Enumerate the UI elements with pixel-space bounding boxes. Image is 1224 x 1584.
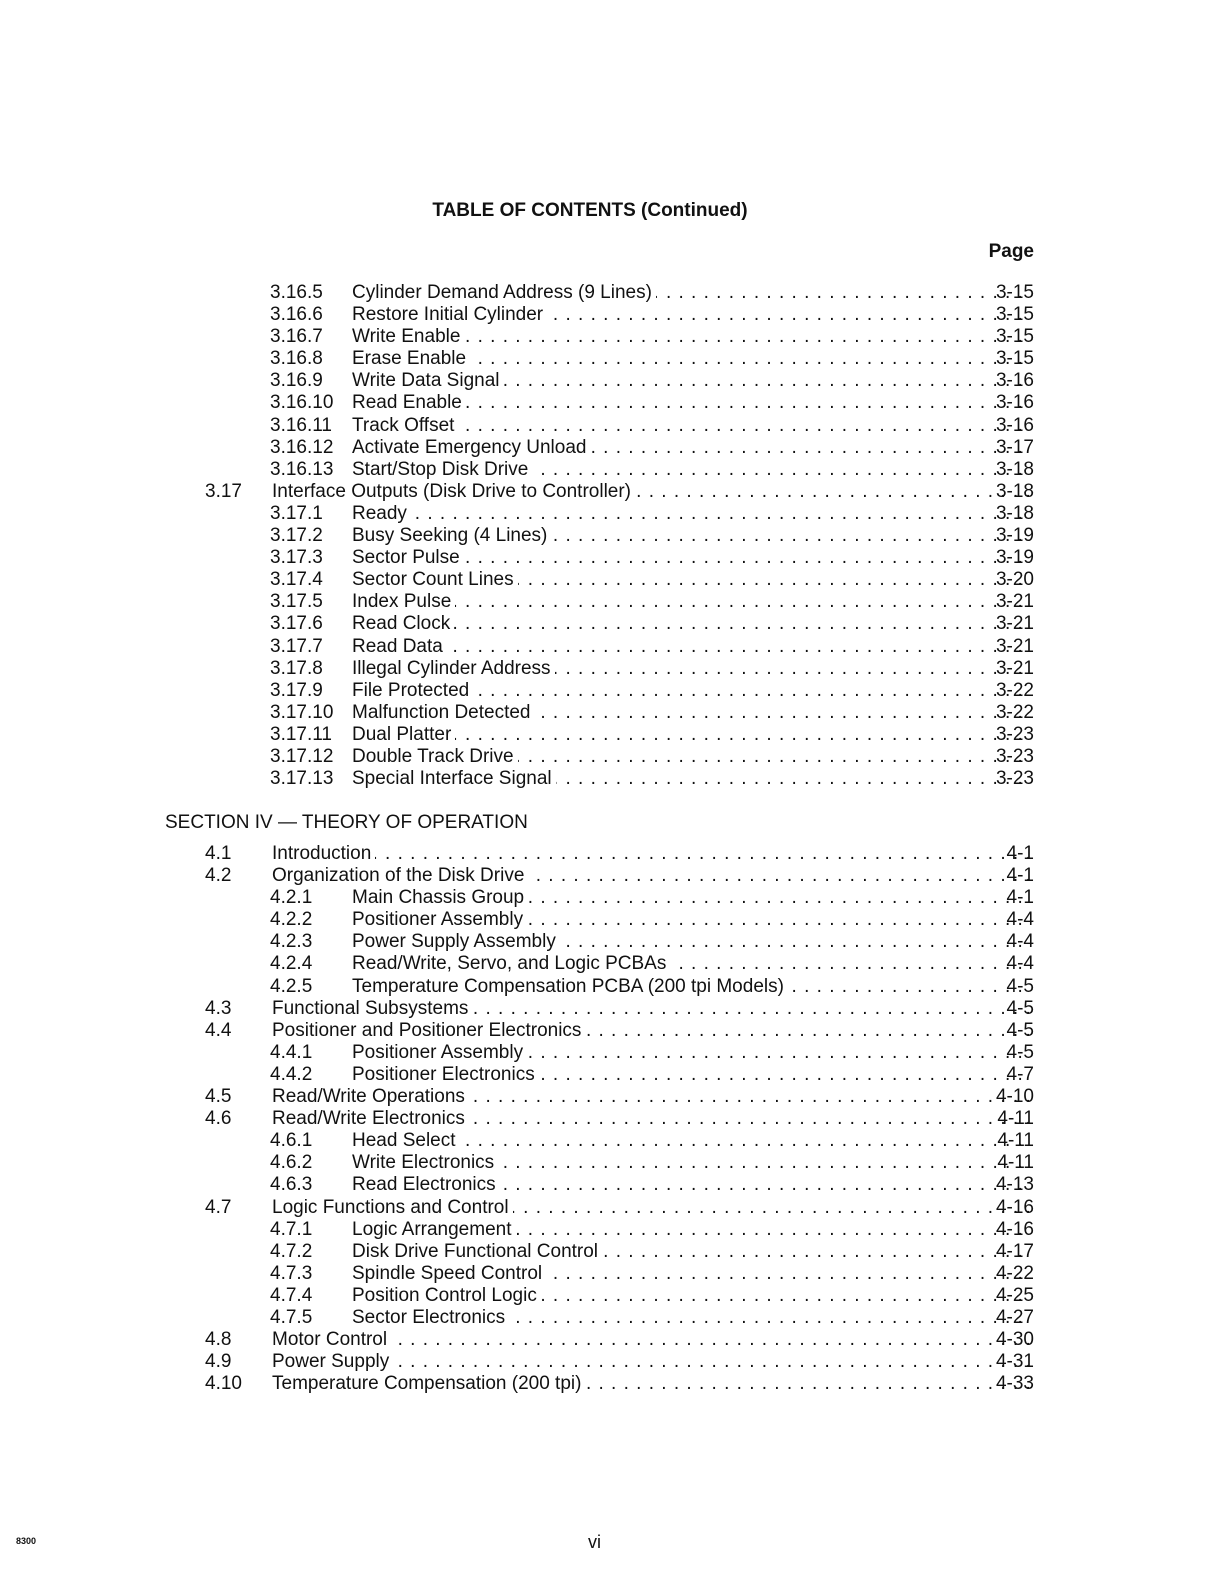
toc-entry [0,887,1224,909]
entry-title [272,1108,1029,1130]
entry-page: 3-18 [995,502,1034,524]
entry-title [352,1307,1029,1329]
entry-number: 4.7.3 [270,1262,313,1284]
entry-number: 4.3 [205,997,232,1019]
section-heading: SECTION IV — THEORY OF OPERATION [165,812,528,833]
toc-entry [0,1086,1224,1108]
entry-title [352,613,1029,635]
entry-title-text: Illegal Cylinder Address [352,658,555,679]
toc-entry [0,1241,1224,1263]
entry-title [352,636,1029,658]
entry-title [352,547,1029,569]
entry-title-text: Sector Pulse [352,547,464,568]
entry-title-text: Position Control Logic [352,1285,541,1306]
entry-title [272,1020,1029,1042]
entry-title-text: Power Supply Assembly [352,931,560,952]
entry-title [352,1241,1029,1263]
toc-entry [0,569,1224,591]
entry-title [352,746,1029,768]
entry-title [272,1086,1029,1108]
toc-entry [0,1285,1224,1307]
entry-page: 3-15 [995,326,1034,348]
toc-entry [0,1108,1224,1130]
toc-entry [0,415,1224,437]
entry-page: 3-21 [995,635,1034,657]
toc-entry [0,547,1224,569]
entry-title-text: Write Data Signal [352,370,504,391]
entry-page: 4-5 [1006,997,1034,1019]
entry-title [352,503,1029,525]
entry-title [272,1373,1029,1395]
entry-title-text: Organization of the Disk Drive [272,865,528,886]
entry-page: 3-18 [995,458,1034,480]
entry-title [352,1064,1029,1086]
entry-title [272,1329,1029,1351]
entry-number: 4.5 [205,1086,232,1108]
entry-page: 4-25 [995,1284,1034,1306]
toc-entry [0,702,1224,724]
entry-number: 4.10 [205,1373,242,1395]
entry-title [352,680,1029,702]
entry-title-text: Special Interface Signal [352,768,556,789]
toc-entry [0,843,1224,865]
toc-entry [0,998,1224,1020]
entry-title [352,525,1029,547]
entry-page: 3-19 [995,525,1034,547]
entry-title [272,865,1029,887]
entry-title-text: Temperature Compensation PCBA (200 tpi Models) [352,976,788,997]
entry-number: 4.6.3 [270,1174,313,1196]
entry-title [352,658,1029,680]
entry-title [352,1263,1029,1285]
entry-number: 4.6.1 [270,1130,313,1152]
entry-page: 4-4 [1006,953,1034,975]
entry-number: 3.17.6 [270,613,323,635]
toc-entry [0,459,1224,481]
model-number: 8300 [16,1536,37,1546]
entry-page: 4-30 [995,1329,1034,1351]
entry-number: 4.7.5 [270,1306,313,1328]
entry-number: 3.17.12 [270,745,334,767]
entry-title-text: Cylinder Demand Address (9 Lines) [352,282,656,303]
entry-title-text: Positioner and Positioner Electronics [272,1020,585,1041]
entry-page: 3-21 [995,591,1034,613]
entry-title-text: Spindle Speed Control [352,1263,546,1284]
entry-page: 3-18 [995,480,1034,502]
entry-number: 4.1 [205,843,232,864]
entry-title [272,1351,1029,1373]
entry-title-text: Head Select [352,1130,460,1151]
entry-title-text: Double Track Drive [352,746,518,767]
entry-page: 3-16 [995,370,1034,392]
entry-page: 4-13 [995,1174,1034,1196]
entry-page: 3-23 [995,745,1034,767]
entry-title-text: Temperature Compensation (200 tpi) [272,1373,585,1394]
entry-page: 3-22 [995,679,1034,701]
toc-entry [0,1263,1224,1285]
entry-title-text: Start/Stop Disk Drive [352,459,532,480]
entry-title [352,326,1029,348]
toc-entry [0,525,1224,547]
entry-title-text: Main Chassis Group [352,887,528,908]
entry-page: 3-16 [995,392,1034,414]
entry-number: 4.6.2 [270,1152,313,1174]
toc-entry [0,746,1224,768]
entry-page: 3-23 [995,723,1034,745]
entry-number: 3.16.10 [270,392,334,414]
entry-number: 3.17.1 [270,502,323,524]
entry-title-text: File Protected [352,680,473,701]
entry-number: 3.16.6 [270,304,323,326]
entry-title-text: Malfunction Detected [352,702,535,723]
toc-entry [0,348,1224,370]
entry-number: 4.8 [205,1329,232,1351]
entry-number: 4.6 [205,1108,232,1130]
toc-entry [0,1373,1224,1395]
page-title: TABLE OF CONTENTS (Continued) [432,200,748,221]
entry-number: 3.17.3 [270,547,323,569]
entry-title [352,976,1029,998]
entry-title-text: Read Electronics [352,1174,500,1195]
entry-title [352,1174,1029,1196]
entry-number: 3.16.13 [270,458,334,480]
entry-title [272,1197,1029,1219]
toc-entry [0,1020,1224,1042]
toc-entry [0,1219,1224,1241]
toc-entry [0,680,1224,702]
entry-title-text: Positioner Assembly [352,1042,527,1063]
toc-entry [0,282,1224,304]
entry-title-text: Activate Emergency Unload [352,437,590,458]
entry-page: 3-22 [995,701,1034,723]
toc-entry [0,437,1224,459]
entry-number: 3.17.9 [270,679,323,701]
entry-title-text: Functional Subsystems [272,998,472,1019]
toc-entry [0,591,1224,613]
toc-entry [0,370,1224,392]
toc-entry [0,658,1224,680]
entry-page: 4-5 [1006,1019,1034,1041]
entry-title-text: Index Pulse [352,591,455,612]
entry-title [352,437,1029,459]
entry-page: 4-1 [1006,887,1034,909]
entry-page: 3-23 [995,768,1034,790]
entry-title-text: Motor Control [272,1329,391,1350]
entry-page: 3-20 [995,569,1034,591]
entry-number: 4.7.1 [270,1218,313,1240]
toc-entry [0,1152,1224,1174]
entry-page: 4-4 [1006,909,1034,931]
toc-list-section-3 [0,282,1224,790]
entry-title-text: Sector Electronics [352,1307,509,1328]
entry-page: 4-16 [995,1218,1034,1240]
entry-title [352,702,1029,724]
entry-title-text: Introduction [272,843,375,864]
toc-entry [0,953,1224,975]
entry-number: 4.4 [205,1019,232,1041]
entry-title [272,481,1029,503]
entry-title [352,1219,1029,1241]
entry-title-text: Read Clock [352,613,454,634]
toc-entry [0,1329,1224,1351]
entry-number: 4.2.3 [270,931,313,953]
toc-entry [0,1042,1224,1064]
entry-title [352,392,1029,414]
toc-entry [0,1307,1224,1329]
toc-entry [0,1174,1224,1196]
entry-number: 3.16.9 [270,370,323,392]
entry-title [352,591,1029,613]
entry-number: 4.9 [205,1351,232,1373]
entry-page: 4-11 [997,1130,1034,1152]
entry-title [352,459,1029,481]
entry-title [352,348,1029,370]
entry-title [352,282,1029,304]
entry-page: 4-16 [995,1196,1034,1218]
entry-page: 3-15 [995,304,1034,326]
toc-list-section-4 [0,843,1224,1395]
entry-number: 3.17.5 [270,591,323,613]
entry-title-text: Logic Arrangement [352,1219,516,1240]
toc-entry [0,1197,1224,1219]
entry-page: 3-15 [995,282,1034,303]
entry-number: 4.7.4 [270,1284,313,1306]
entry-title-text: Read/Write Operations [272,1086,469,1107]
entry-title [352,1130,1029,1152]
entry-title [352,569,1029,591]
entry-title-text: Disk Drive Functional Control [352,1241,602,1262]
entry-title-text: Sector Count Lines [352,569,518,590]
entry-title-text: Read/Write Electronics [272,1108,469,1129]
toc-entry [0,304,1224,326]
toc-entry [0,976,1224,998]
toc-entry [0,503,1224,525]
entry-page: 3-15 [995,348,1034,370]
entry-page: 4-1 [1006,865,1034,887]
entry-number: 4.7 [205,1196,232,1218]
entry-number: 3.16.11 [270,414,332,436]
entry-title [352,370,1029,392]
entry-page: 4-4 [1006,931,1034,953]
entry-title-text: Power Supply [272,1351,393,1372]
toc-entry [0,613,1224,635]
entry-title [352,909,1029,931]
entry-number: 3.17.2 [270,525,323,547]
entry-page: 3-16 [995,414,1034,436]
entry-page: 4-33 [995,1373,1034,1395]
entry-page: 3-17 [995,436,1034,458]
entry-title [352,304,1029,326]
entry-number: 3.17.7 [270,635,323,657]
toc-entry [0,768,1224,790]
entry-number: 3.17 [205,480,242,502]
entry-title [352,931,1029,953]
entry-number: 4.2.5 [270,975,313,997]
entry-page: 4-11 [997,1108,1034,1130]
entry-number: 4.7.2 [270,1240,313,1262]
entry-title [352,1042,1029,1064]
entry-page: 4-7 [1006,1063,1034,1085]
entry-title-text: Interface Outputs (Disk Drive to Controller) [272,481,635,502]
entry-number: 3.16.8 [270,348,323,370]
entry-title-text: Read Data [352,636,447,657]
entry-title [352,724,1029,746]
entry-page: 4-1 [1006,843,1034,864]
entry-title-text: Write Electronics [352,1152,498,1173]
entry-title-text: Read/Write, Servo, and Logic PCBAs [352,953,670,974]
entry-page: 4-10 [995,1086,1034,1108]
toc-entry [0,1130,1224,1152]
toc-entry [0,392,1224,414]
toc-entry [0,931,1224,953]
entry-page: 3-21 [995,657,1034,679]
entry-title-text: Track Offset [352,415,458,436]
entry-number: 4.2.1 [270,887,313,909]
entry-number: 4.4.1 [270,1041,313,1063]
entry-page: 4-22 [995,1262,1034,1284]
entry-page: 3-19 [995,547,1034,569]
entry-number: 3.17.4 [270,569,323,591]
toc-entry [0,1064,1224,1086]
entry-title-text: Logic Functions and Control [272,1197,513,1218]
entry-number: 3.17.8 [270,657,323,679]
toc-entry [0,909,1224,931]
entry-title-text: Erase Enable [352,348,470,369]
toc-entry [0,481,1224,503]
page-column-header: Page [988,241,1034,262]
entry-title-text: Positioner Assembly [352,909,527,930]
entry-number: 4.2 [205,865,232,887]
entry-title [352,415,1029,437]
entry-title-text: Positioner Electronics [352,1064,539,1085]
entry-title-text: Read Enable [352,392,466,413]
entry-title-text: Ready [352,503,411,524]
entry-page: 4-5 [1006,1041,1034,1063]
entry-title-text: Dual Platter [352,724,455,745]
entry-title [352,953,1029,975]
toc-entry [0,865,1224,887]
entry-title [352,768,1029,790]
entry-page: 4-17 [995,1240,1034,1262]
toc-entry [0,636,1224,658]
entry-page: 4-27 [995,1306,1034,1328]
entry-title [352,1152,1029,1174]
entry-page: 4-31 [995,1351,1034,1373]
entry-title-text: Write Enable [352,326,464,347]
entry-page: 4-11 [997,1152,1034,1174]
entry-number: 3.16.7 [270,326,323,348]
toc-entry [0,326,1224,348]
entry-title [272,843,1029,865]
entry-number: 3.16.5 [270,282,323,303]
entry-number: 3.17.11 [270,723,332,745]
entry-title-text: Restore Initial Cylinder [352,304,547,325]
entry-number: 3.17.13 [270,768,334,790]
entry-number: 3.16.12 [270,436,334,458]
page-number: vi [588,1532,601,1552]
entry-number: 4.2.2 [270,909,313,931]
entry-title [352,1285,1029,1307]
entry-page: 3-21 [995,613,1034,635]
toc-entry [0,724,1224,746]
entry-number: 3.17.10 [270,701,334,723]
entry-title-text: Busy Seeking (4 Lines) [352,525,551,546]
entry-title [272,998,1029,1020]
entry-number: 4.2.4 [270,953,313,975]
entry-page: 4-5 [1006,975,1034,997]
entry-title [352,887,1029,909]
entry-number: 4.4.2 [270,1063,313,1085]
toc-entry [0,1351,1224,1373]
